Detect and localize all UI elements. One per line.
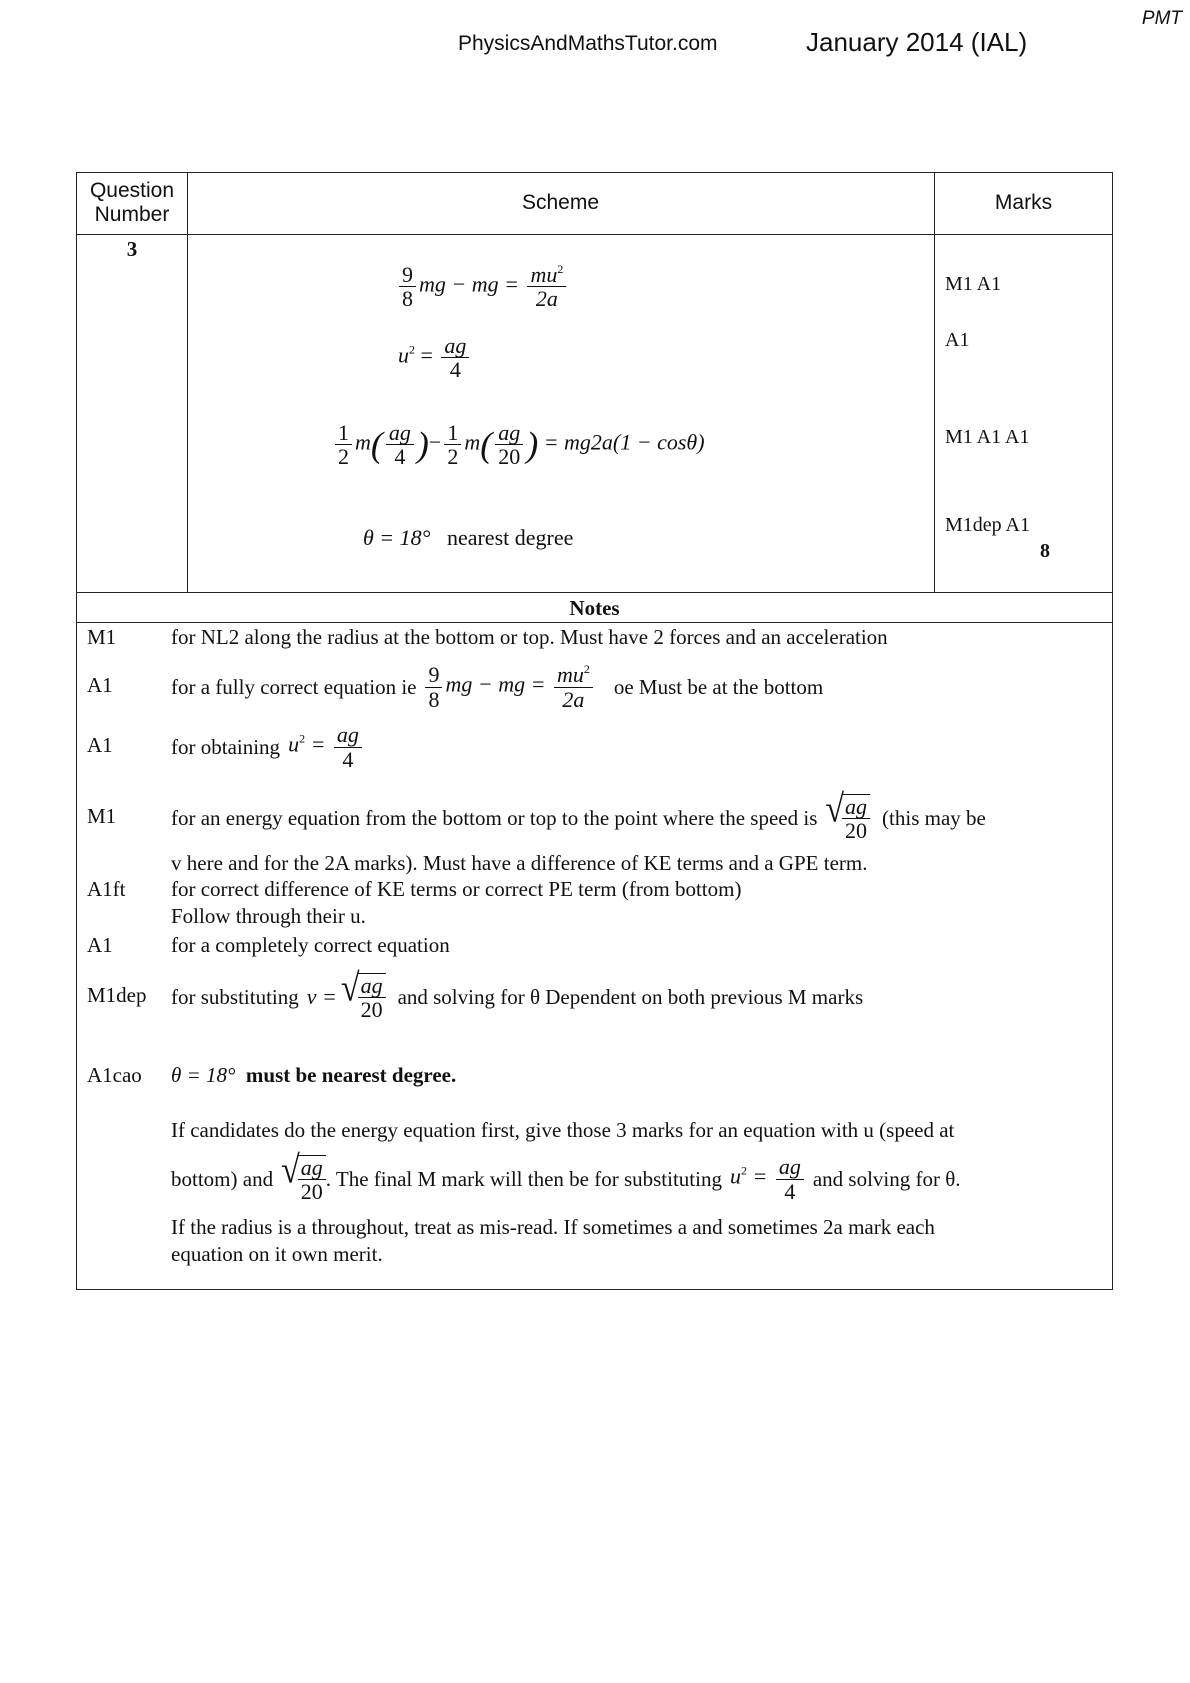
extra-line-2: bottom) and √ $\frac{ag}{20}$ . The final M mark will then be for substituting $u^2$ = $\frac{ag}{4}$ and solving for θ. bbox=[171, 1148, 961, 1204]
scheme-equation-3: $\frac{1}{2}$ m( $\frac{ag}{4}$ )− $\frac{1}{2}$ m( $\frac{ag}{20}$ ) = mg2a(1 − cosθ) bbox=[332, 421, 705, 468]
note-code: A1ft bbox=[87, 877, 126, 901]
note-text: for a completely correct equation bbox=[171, 933, 450, 957]
note-code: M1 bbox=[87, 804, 117, 828]
note-text: for substituting v = √ $\frac{ag}{20}$ and solving for θ Dependent on both previous M marks bbox=[171, 966, 864, 1022]
note-text: θ = 18° must be nearest degree. bbox=[171, 1063, 457, 1087]
marks-total: 8 bbox=[1040, 540, 1050, 562]
note-code: M1 bbox=[87, 625, 117, 649]
question-number: 3 bbox=[126, 237, 138, 261]
pmt-tag: PMT bbox=[1141, 8, 1182, 29]
col-divider-2 bbox=[934, 172, 935, 592]
header-scheme: Scheme bbox=[521, 191, 600, 214]
table-bottom-border bbox=[76, 1289, 1113, 1290]
note-code: A1 bbox=[87, 733, 113, 757]
marks-line-1: M1 A1 bbox=[945, 273, 1002, 295]
header-marks: Marks bbox=[994, 191, 1053, 214]
scheme-equation-2: $u^2$ = $\frac{ag}{4}$ bbox=[398, 334, 472, 381]
table-right-border bbox=[1112, 172, 1113, 1289]
extra-line-1: If candidates do the energy equation first, give those 3 marks for an equation with u (speed at bbox=[171, 1118, 955, 1142]
note-code: A1 bbox=[87, 933, 113, 957]
note-text: for a fully correct equation ie $\frac{9}{8}$ mg − mg = $\frac{mu^2}{2a}$ oe Must be at the bottom bbox=[171, 662, 824, 712]
col-divider-1 bbox=[187, 172, 188, 592]
marks-line-3: M1 A1 A1 bbox=[945, 426, 1030, 448]
note-text: for NL2 along the radius at the bottom or top. Must have 2 forces and an acceleration bbox=[171, 625, 888, 649]
header-question-number: Question Number bbox=[89, 179, 175, 226]
table-top-border bbox=[76, 172, 1113, 173]
note-code: M1dep bbox=[87, 983, 147, 1007]
scheme-equation-4: θ = 18° nearest degree bbox=[363, 525, 574, 550]
notes-title: Notes bbox=[569, 596, 620, 620]
note-text: for correct difference of KE terms or correct PE term (from bottom) bbox=[171, 877, 742, 901]
notes-title-border bbox=[76, 622, 1113, 623]
note-text: for an energy equation from the bottom or top to the point where the speed is √ $\frac{ag}{20}$ (this may be bbox=[171, 787, 986, 843]
note-code: A1cao bbox=[87, 1063, 142, 1087]
scheme-bottom-border bbox=[76, 592, 1113, 593]
session-title: January 2014 (IAL) bbox=[806, 27, 1028, 57]
header-bottom-border bbox=[76, 234, 1113, 235]
extra-line-4: equation on it own merit. bbox=[171, 1242, 383, 1266]
site-name: PhysicsAndMathsTutor.com bbox=[458, 32, 718, 55]
marks-line-2: A1 bbox=[945, 329, 970, 351]
scheme-equation-1: $\frac{9}{8}$ mg − mg = $\frac{mu^2}{2a}$ bbox=[396, 263, 569, 310]
note-text-continued: v here and for the 2A marks). Must have a difference of KE terms and a GPE term. bbox=[171, 851, 868, 875]
note-text-continued: Follow through their u. bbox=[171, 904, 366, 928]
table-left-border bbox=[76, 172, 77, 1289]
note-text: for obtaining $u^2$ = $\frac{ag}{4}$ bbox=[171, 717, 365, 777]
note-code: A1 bbox=[87, 673, 113, 697]
marks-line-4: M1dep A1 bbox=[945, 514, 1030, 536]
extra-line-3: If the radius is a throughout, treat as mis-read. If sometimes a and sometimes 2a mark each bbox=[171, 1215, 935, 1239]
